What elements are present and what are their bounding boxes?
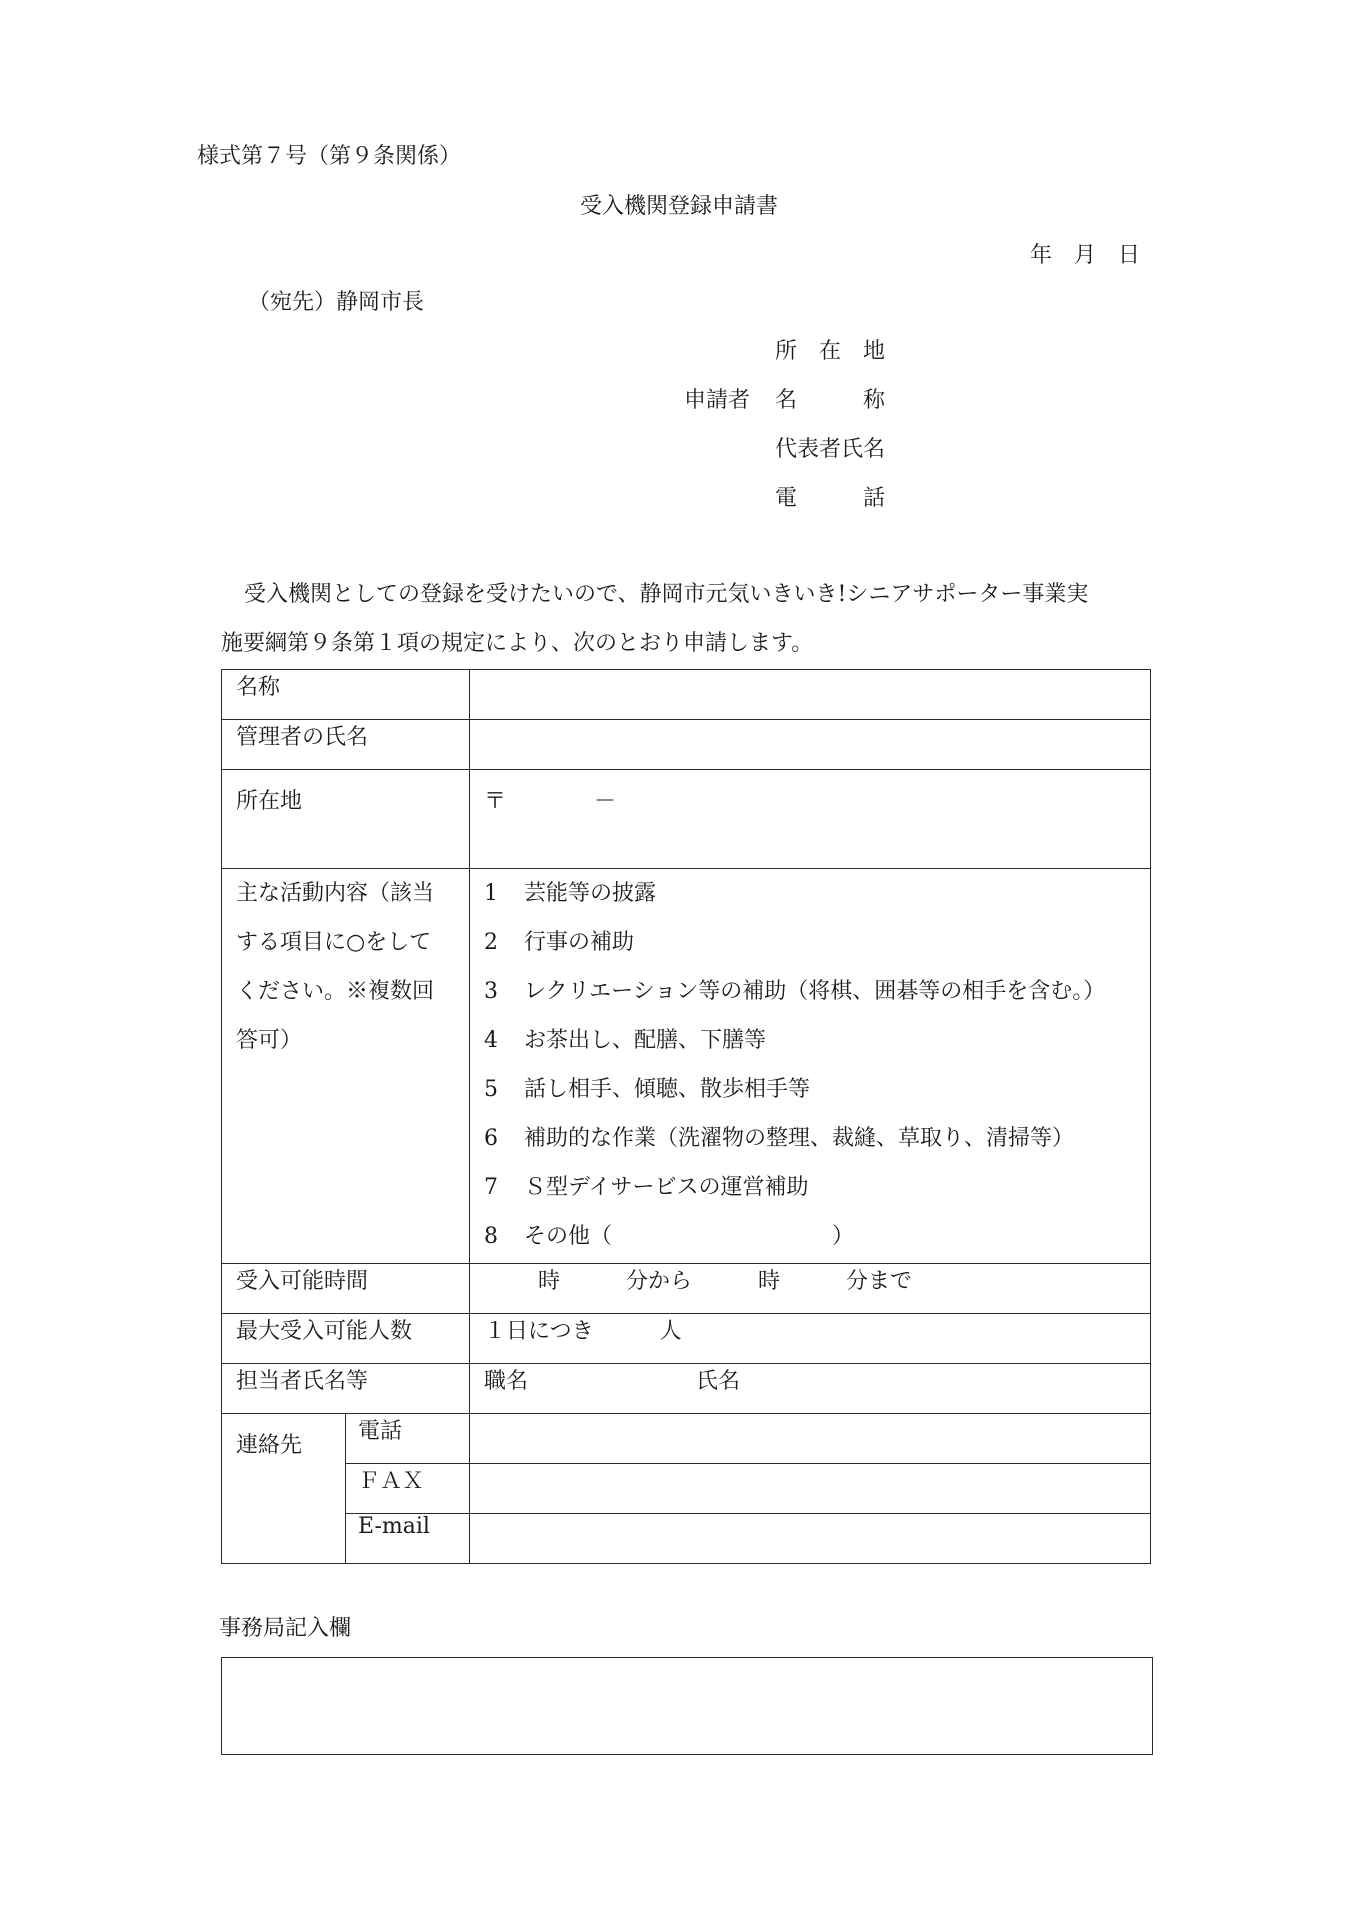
row-fax — [222, 1464, 1151, 1514]
hours-value: 時 分から 時 分まで — [538, 1269, 913, 1294]
capacity-value: １日につき 人 — [484, 1319, 682, 1344]
intro-line-1: 受入機関としての登録を受けたいので、静岡市元気いきいき!シニアサポーター事業実 — [244, 582, 1089, 607]
capacity-label: 最大受入可能人数 — [222, 1314, 470, 1364]
email-input[interactable] — [470, 1514, 1151, 1564]
activity-item[interactable] — [484, 1016, 1150, 1065]
activity-number: 2 — [484, 930, 499, 955]
activity-item[interactable] — [484, 967, 1150, 1016]
capacity-input[interactable] — [470, 1314, 1151, 1364]
row-phone — [222, 1414, 1151, 1464]
row-hours — [222, 1264, 1151, 1314]
form-title: 受入機関登録申請書 — [580, 194, 779, 219]
activity-number: 7 — [484, 1175, 499, 1200]
applicant-field-address: 所 在 地 — [775, 339, 886, 364]
name-input[interactable] — [470, 670, 1151, 720]
activity-text: その他（ ） — [524, 1224, 855, 1249]
activity-text: 話し相手、傾聴、散歩相手等 — [524, 1077, 811, 1102]
person-name-label: 氏名 — [696, 1369, 741, 1394]
row-manager — [222, 720, 1151, 770]
activity-number: 8 — [484, 1224, 499, 1249]
activity-text: お茶出し、配膳、下膳等 — [524, 1028, 767, 1053]
activity-list — [484, 869, 1150, 1261]
manager-label: 管理者の氏名 — [222, 720, 470, 770]
row-name — [222, 670, 1151, 720]
activity-text: 補助的な作業（洗濯物の整理、裁縫、草取り、清掃等） — [524, 1126, 1075, 1151]
contact-person-input[interactable] — [470, 1364, 1151, 1414]
name-label: 名称 — [222, 670, 470, 720]
activity-item[interactable] — [484, 1114, 1150, 1163]
office-label: 事務局記入欄 — [219, 1616, 352, 1641]
row-capacity — [222, 1314, 1151, 1364]
activity-item[interactable] — [484, 1163, 1150, 1212]
application-table — [221, 669, 1151, 1564]
row-address — [222, 770, 1151, 869]
activity-number: 1 — [484, 881, 499, 906]
phone-label: 電話 — [346, 1414, 470, 1464]
address-value: 〒 － — [484, 789, 617, 814]
fax-input[interactable] — [470, 1464, 1151, 1514]
office-use-box[interactable] — [221, 1657, 1153, 1755]
activity-item[interactable] — [484, 869, 1150, 918]
address-label-cell — [222, 770, 470, 869]
activity-list-cell — [470, 869, 1151, 1264]
contact-person-label: 担当者氏名等 — [222, 1364, 470, 1414]
email-label: E-mail — [346, 1514, 470, 1564]
applicant-field-name: 名 称 — [775, 388, 886, 413]
address-input[interactable] — [470, 770, 1151, 869]
activity-item[interactable] — [484, 1212, 1150, 1261]
activity-number: 6 — [484, 1126, 499, 1151]
row-activities — [222, 869, 1151, 1264]
applicant-field-representative: 代表者氏名 — [775, 437, 886, 462]
activity-label: 主な活動内容（該当する項目に○をしてください。※複数回答可） — [236, 881, 435, 1053]
activity-text: レクリエーション等の補助（将棋、囲碁等の相手を含む。） — [524, 979, 1106, 1004]
address-label: 所在地 — [236, 789, 303, 814]
applicant-label: 申請者 — [684, 388, 751, 413]
activity-text: 芸能等の披露 — [524, 881, 657, 906]
fax-label: ＦＡＸ — [346, 1464, 470, 1514]
applicant-field-phone: 電 話 — [775, 486, 886, 511]
contact-label: 連絡先 — [236, 1433, 303, 1458]
form-number: 様式第７号（第９条関係） — [197, 144, 462, 169]
hours-label: 受入可能時間 — [222, 1264, 470, 1314]
row-email — [222, 1514, 1151, 1564]
activity-number: 5 — [484, 1077, 499, 1102]
intro-line-2: 施要綱第９条第１項の規定により、次のとおり申請します。 — [221, 631, 814, 656]
activity-item[interactable] — [484, 918, 1150, 967]
date-line: 年 月 日 — [1030, 243, 1141, 268]
job-title-label: 職名 — [484, 1369, 529, 1394]
activity-text: 行事の補助 — [524, 930, 635, 955]
activity-label-cell — [222, 869, 470, 1264]
phone-input[interactable] — [470, 1414, 1151, 1464]
row-contact-person — [222, 1364, 1151, 1414]
contact-label-cell — [222, 1414, 346, 1564]
addressee: （宛先）静岡市長 — [248, 290, 425, 315]
activity-number: 4 — [484, 1028, 499, 1053]
activity-number: 3 — [484, 979, 499, 1004]
activity-item[interactable] — [484, 1065, 1150, 1114]
manager-input[interactable] — [470, 720, 1151, 770]
hours-input[interactable] — [470, 1264, 1151, 1314]
activity-text: Ｓ型デイサービスの運営補助 — [524, 1175, 809, 1200]
